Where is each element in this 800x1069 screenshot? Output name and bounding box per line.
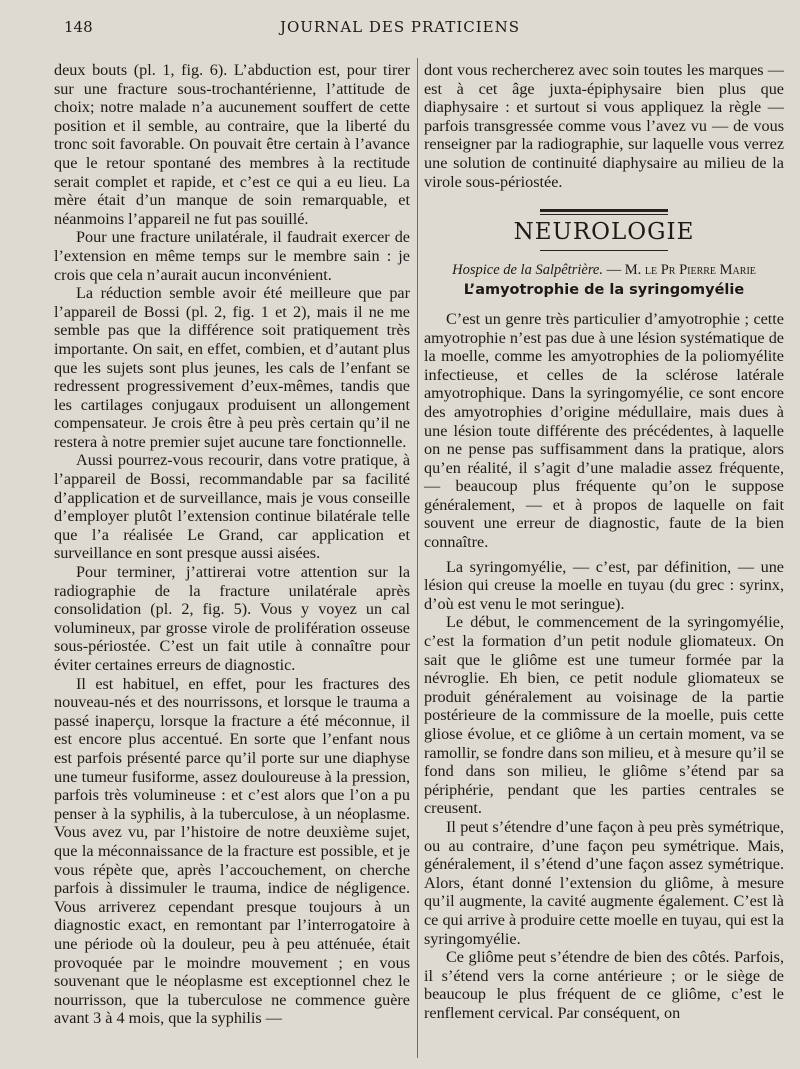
paragraph: Ce gliôme peut s’étendre de bien des côtés. Parfois, il s’étend vers la corne antérieure ; or le siège de beaucoup le plus fréquent de ce gliôme, c’est le renflement cervical. Par conséquent, on xyxy=(424,948,784,1022)
section-rule-top xyxy=(540,209,668,215)
journal-title: JOURNAL DES PRATICIENS xyxy=(279,18,521,36)
running-header xyxy=(0,18,800,40)
paragraph: deux bouts (pl. 1, fig. 6). L’abduction est, pour tirer sur une fracture sous-trochantérienne, l’attitude de choix; notre malade n’a aucunement souffert de cette position et il semble, au contraire, que la liberté du tronc soit favorable. On pouvait être certain à l’avance que le retour spontané des membres à la rectitude serait complet et rapide, et c’est ce qui a eu lieu. La mère était d’un manque de soin remarquable, et néanmoins l’appareil ne fut pas souillé. xyxy=(54,61,410,228)
byline-institution: Hospice de la Salpêtrière. xyxy=(452,261,603,278)
paragraph: La syringomyélie, — c’est, par définition, — une lésion qui creuse la moelle en tuyau (du grec : syrinx, d’où est venu le mot seringue). xyxy=(424,557,784,613)
byline-author: M. le Pr Pierre Marie xyxy=(624,261,756,278)
paragraph: dont vous rechercherez avec soin toutes les marques — est à cet âge juxta-épiphysaire bien plus que diaphysaire : et surtout si vous appliquez la règle — parfois transgressée comme vous l’avez vu — de vous renseigner par la radiographie, sur laquelle vous verrez une solution de continuité diaphysaire au milieu de la virole sous-périostée. xyxy=(424,61,784,191)
paragraph: C’est un genre très particulier d’amyotrophie ; cette amyotrophie n’est pas due à une lésion systématique de la moelle, comme les amyotrophies de la poliomyélite infectieuse, et celles de la sclérose latérale amyotrophique. Dans la syringomyélie, ce sont encore des amyotrophies d’origine médullaire, mais dues à une lésion toute différente des précédentes, à laquelle on ne pense pas suffisamment dans la pratique, alors qu’en réalité, il s’agit d’une maladie assez fréquente, — beaucoup plus fréquente qu’on le suppose généralement, — et à propos de laquelle on fait souvent une erreur de diagnostic, faute de la bien connaître. xyxy=(424,309,784,552)
paragraph: Aussi pourrez-vous recourir, dans votre pratique, à l’appareil de Bossi, recommandable par sa facilité d’application et de surveillance, mais je vous conseille d’employer plutôt l’extension continue bilatérale telle que l’a réalisée Le Grand, car application et surveillance en sont presque aussi aisées. xyxy=(54,451,410,563)
section-title: NEUROLOGIE xyxy=(513,219,695,246)
article-title: L’amyotrophie de la syringomyélie xyxy=(463,282,745,299)
left-column xyxy=(54,61,410,1028)
article-byline xyxy=(424,261,784,280)
right-column xyxy=(424,61,784,1023)
section-rule-bottom xyxy=(540,250,668,251)
paragraph: Il peut s’étendre d’une façon à peu près symétrique, ou au contraire, d’une façon peu symétrique. Mais, généralement, il s’étend d’une façon assez symétrique. Alors, étant donné l’extension du gliôme, à mesure qu’il augmente, la cavité augmente également. C’est là ce qui arrive à produire cette moelle en tuyau, qui est la syringomyélie. xyxy=(424,817,784,948)
byline-separator: — xyxy=(602,261,625,278)
paragraph: Le début, le commencement de la syringomyélie, c’est la formation d’un petit nodule gliomateux. On sait que le gliôme est une tumeur formée par la névroglie. Eh bien, ce petit nodule gliomateux se produit généralement au voisinage de la partie postérieure de la commissure de la moelle, puis cette gliose évolue, et ce gliôme à un certain moment, va se ramollir, se fondre dans son milieu, et à mesure qu’il se fond dans son milieu, le gliôme s’étend par sa périphérie, pendant que les parties centrales se creusent. xyxy=(424,613,784,818)
paragraph: Pour terminer, j’attirerai votre attention sur la radiographie de la fracture unilatérale après consolidation (pl. 2, fig. 5). Vous y voyez un cal volumineux, par grosse virole de prolifération osseuse sous-périostée. C’est un fait utile à connaître pour éviter certaines erreurs de diagnostic. xyxy=(54,563,410,674)
page-number: 148 xyxy=(64,18,93,36)
column-divider xyxy=(417,58,418,1058)
paragraph: Pour une fracture unilatérale, il faudrait exercer de l’extension en même temps sur le membre sain : je crois que cela n’aurait aucun inconvénient. xyxy=(54,228,410,284)
paragraph: Il est habituel, en effet, pour les fractures des nouveau-nés et des nourrissons, et lorsque le trauma a passé inaperçu, lorsque la fracture a été méconnue, il est encore plus accentué. En sorte que l’enfant nous est parfois présenté parce qu’il porte sur une diaphyse une tumeur fusiforme, assez douloureuse à la pression, parfois très volumineuse : et c’est alors que l’on a pu penser à la syphilis, à la tuberculose, à un néoplasme. Vous avez vu, par l’histoire de notre deuxième sujet, que la méconnaissance de la fracture est possible, et je vous répète que, après l’accouchement, on cherche parfois à dissimuler le trauma, indice de négligence. Vous arriverez cependant presque toujours à un diagnostic exact, en remontant par l’interrogatoire à une période où la douleur, peu à peu atténuée, était provoquée par le moindre mouvement ; en vous souvenant que le néoplasme est exceptionnel chez le nourrisson, que la tuberculose ne commence guère avant 3 à 4 mois, que la syphilis — xyxy=(54,674,410,1028)
paragraph: La réduction semble avoir été meilleure que par l’appareil de Bossi (pl. 2, fig. 1 et 2), mais il ne me semble pas que la différence soit pratiquement très importante. On sait, en effet, combien, et d’autant plus que les sujets sont plus jeunes, les cals de l’enfant se redressent progressivement d’eux-mêmes, tandis que les cartilages conjugaux produisent un allongement compensateur. Je crois être à peu près certain qu’il ne restera à notre premier sujet aucune tare fonctionnelle. xyxy=(54,284,410,451)
